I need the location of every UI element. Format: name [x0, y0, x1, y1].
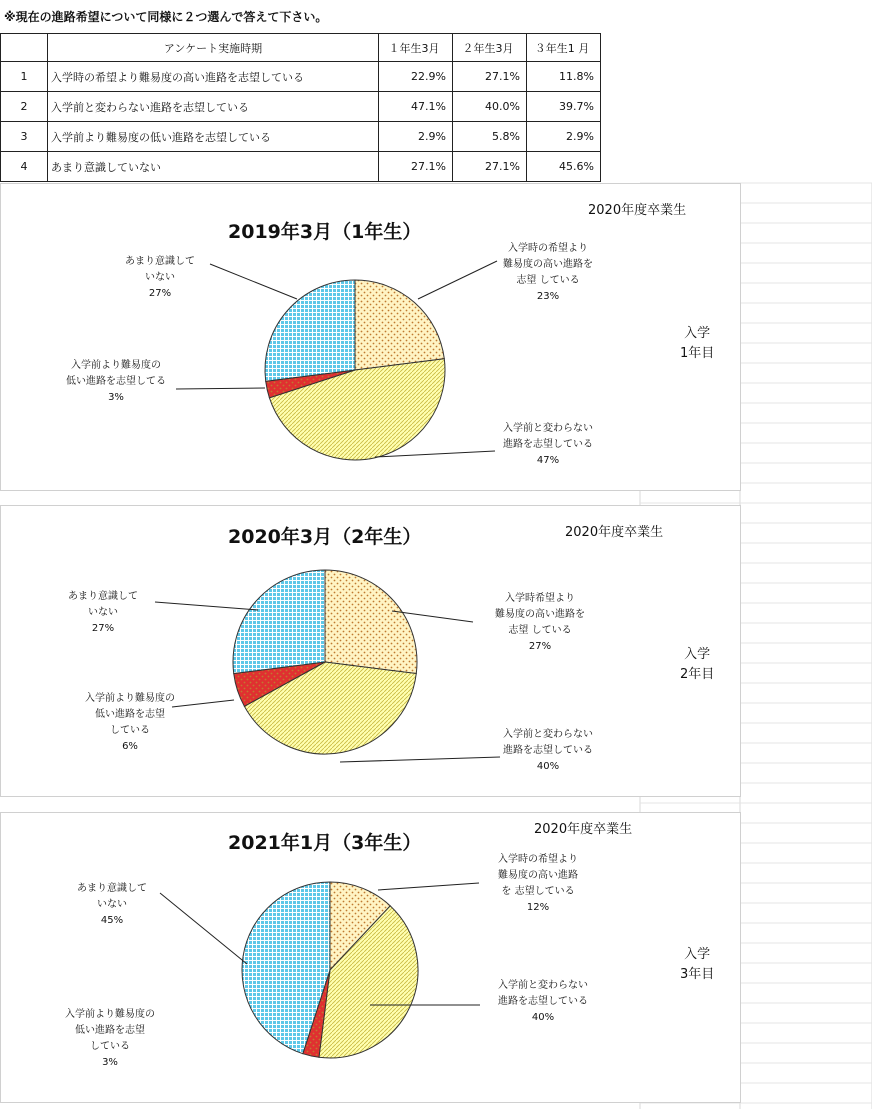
slice-percent: 40%	[531, 1012, 555, 1023]
slice-label-line: 進路を志望している	[503, 439, 593, 450]
slice-label-line: 入学前と変わらない	[503, 423, 593, 434]
slice-percent: 27%	[528, 641, 552, 652]
slice-label-line: している	[90, 1041, 130, 1052]
chart-title: 2021年1月（3年生）	[228, 832, 422, 854]
row-value: 5.8%	[453, 122, 527, 152]
slice-label-line: している	[110, 725, 150, 736]
row-value: 22.9%	[379, 62, 453, 92]
row-value: 27.1%	[379, 152, 453, 182]
slice-label-line: 入学前より難易度の	[85, 693, 175, 704]
row-value: 2.9%	[379, 122, 453, 152]
school-year-label-line: 入学	[684, 647, 711, 662]
slice-percent: 6%	[122, 741, 138, 752]
row-number: 2	[1, 92, 48, 122]
slice-percent: 12%	[526, 902, 550, 913]
slice-label-line: いない	[88, 607, 118, 618]
row-value: 11.8%	[527, 62, 601, 92]
slice-label-line: 入学前と変わらない	[498, 980, 588, 991]
row-value: 40.0%	[453, 92, 527, 122]
row-value: 47.1%	[379, 92, 453, 122]
header-cell: ３年生1 月	[527, 34, 601, 62]
slice-label-line: あまり意識して	[68, 591, 138, 602]
row-item: 入学時の希望より難易度の高い進路を志望している	[48, 62, 379, 92]
slice-label	[498, 852, 578, 916]
slice-label	[498, 978, 588, 1026]
slice-percent: 45%	[100, 915, 124, 926]
chart-title: 2019年3月（1年生）	[228, 221, 422, 243]
slice-label-line: 入学前より難易度の	[65, 1009, 155, 1020]
slice-label-line: 入学前と変わらない	[503, 729, 593, 740]
row-value: 27.1%	[453, 152, 527, 182]
school-year-label-line: 1年目	[680, 346, 715, 361]
row-value: 27.1%	[453, 62, 527, 92]
row-number: 3	[1, 122, 48, 152]
slice-label-line: いない	[145, 272, 175, 283]
chart-subtitle: 2020年度卒業生	[588, 203, 687, 218]
slice-label	[65, 1007, 155, 1071]
slice-percent: 3%	[102, 1057, 118, 1068]
slice-label-line: あまり意識して	[77, 883, 147, 894]
leader-line	[378, 883, 479, 890]
slice-label-line: いない	[97, 899, 127, 910]
slice-label-line: あまり意識して	[125, 256, 195, 267]
chart-title: 2020年3月（2年生）	[228, 526, 422, 548]
school-year-label-line: 入学	[684, 326, 711, 341]
row-value: 39.7%	[527, 92, 601, 122]
chart-subtitle: 2020年度卒業生	[534, 822, 633, 837]
row-item: 入学前より難易度の低い進路を志望している	[48, 122, 379, 152]
slice-label-line: 低い進路を志望	[95, 709, 165, 720]
slice-percent: 40%	[536, 761, 560, 772]
slice-label-line: 志望 している	[516, 275, 580, 286]
slice-label-line: 難易度の高い進路を	[495, 609, 585, 620]
row-item: 入学前と変わらない進路を志望している	[48, 92, 379, 122]
slice-percent: 23%	[536, 291, 560, 302]
school-year-label-line: 2年目	[680, 667, 715, 682]
row-item: あまり意識していない	[48, 152, 379, 182]
leader-line	[160, 893, 247, 964]
row-value: 2.9%	[527, 122, 601, 152]
slice-label-line: 志望 している	[508, 625, 572, 636]
question-heading: ※現在の進路希望について同様に２つ選んで答えて下さい。	[4, 10, 328, 24]
slice-percent: 47%	[536, 455, 560, 466]
row-number: 1	[1, 62, 48, 92]
slice-label-line: 難易度の高い進路を	[503, 259, 593, 270]
header-cell: １年生3月	[379, 34, 453, 62]
slice-percent: 3%	[108, 392, 124, 403]
slice-label-line: 低い進路を志望	[75, 1025, 145, 1036]
slice-label-line: 入学時希望より	[505, 593, 575, 604]
slice-percent: 27%	[91, 623, 115, 634]
school-year-label-line: 入学	[684, 947, 711, 962]
row-number: 4	[1, 152, 48, 182]
chart-subtitle: 2020年度卒業生	[565, 525, 664, 540]
slice-label-line: 入学時の希望より	[508, 243, 588, 254]
school-year-label-line: 3年目	[680, 967, 715, 982]
slice-label-line: 進路を志望している	[498, 996, 588, 1007]
slice-label-line: 入学前より難易度の	[71, 360, 161, 371]
slice-percent: 27%	[148, 288, 172, 299]
header-cell: ２年生3月	[453, 34, 527, 62]
row-value: 45.6%	[527, 152, 601, 182]
slice-label-line: 入学時の希望より	[498, 854, 578, 865]
slice-label-line: を 志望している	[501, 886, 575, 897]
slice-label-line: 進路を志望している	[503, 745, 593, 756]
slice-label-line: 難易度の高い進路	[498, 870, 578, 881]
slice-label	[77, 881, 147, 929]
slice-label-line: 低い進路を志望してる	[66, 376, 166, 387]
header-cell: アンケート実施時期	[48, 34, 379, 62]
